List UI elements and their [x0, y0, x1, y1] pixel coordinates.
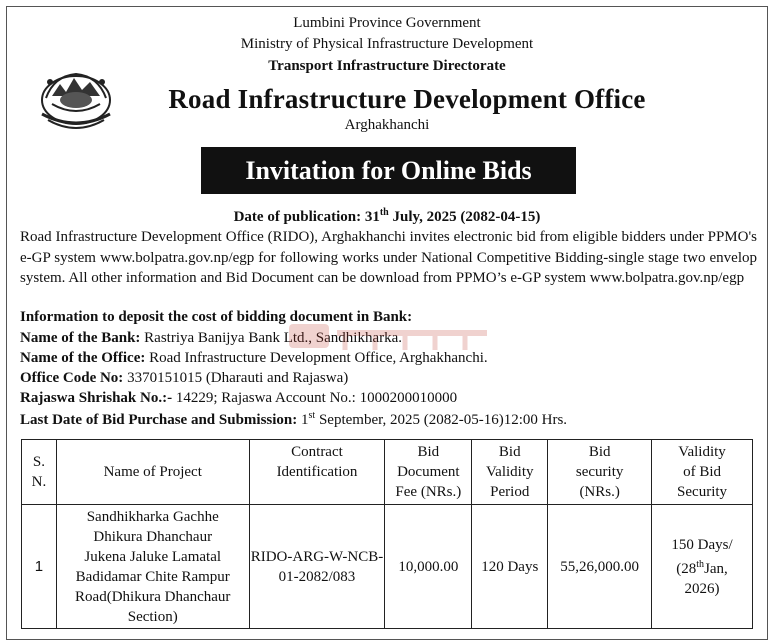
cell-contract — [249, 505, 385, 629]
cell-validity-security — [652, 505, 753, 629]
contract-l2: 01-2082/083 — [278, 568, 356, 585]
contract-l1: RIDO-ARG-W-NCB- — [250, 548, 384, 565]
valsec-l2-sup: th — [696, 558, 705, 570]
deadline-prefix: 1 — [297, 412, 309, 428]
header-security-l2: security — [575, 464, 624, 480]
valsec-l2-prefix: (28 — [676, 560, 697, 577]
rajaswa-label: Rajaswa Shrishak No.:- — [20, 390, 173, 406]
header-validity-l3: Period — [490, 484, 530, 500]
valsec-l2 — [652, 555, 752, 579]
valsec-l3: 2026) — [684, 580, 720, 597]
project-l5: Road(Dhikura Dhanchaur — [75, 588, 231, 605]
header-fee-l3: Fee (NRs.) — [395, 484, 462, 500]
header-validity-l1: Bid — [498, 444, 521, 460]
project-l4: Badidamar Chite Rampur — [75, 568, 230, 585]
header-fee-l2: Document — [397, 464, 460, 480]
province-government: Lumbini Province Government — [293, 15, 481, 31]
cell-project — [56, 505, 249, 629]
valsec-l2-suffix: Jan, — [704, 560, 728, 577]
project-l1: Sandhikharka Gachhe — [86, 508, 219, 525]
pubdate-suffix: July, 2025 (2082-04-15) — [388, 209, 541, 225]
cell-security: 55,26,000.00 — [548, 505, 652, 629]
publication-date — [0, 207, 774, 226]
ministry-name: Ministry of Physical Infrastructure Development — [240, 36, 534, 52]
office-label: Name of the Office: — [20, 350, 146, 366]
rajaswa-value: 14229; Rajaswa Account No.: 1000200010000 — [172, 390, 458, 406]
header-contract-l1: Contract — [291, 444, 343, 460]
office-code-line — [20, 370, 348, 387]
header-security-l1: Bid — [588, 444, 611, 460]
bank-heading-text: Information to deposit the cost of bidding document in Bank: — [20, 309, 413, 325]
header-sn-l1: S. — [32, 454, 45, 470]
pubdate-sup: th — [379, 207, 389, 218]
deadline-suffix: September, 2025 (2082-05-16)12:00 Hrs. — [315, 412, 568, 428]
header-sn — [22, 440, 57, 505]
header-valsec-l1: Validity — [678, 444, 726, 460]
header-contract-l2: Identification — [276, 464, 358, 480]
header-security-l3: (NRs.) — [579, 484, 620, 500]
bank-label: Name of the Bank: — [20, 330, 141, 346]
header-valsec-l3: Security — [677, 484, 728, 500]
valsec-l1: 150 Days/ — [671, 536, 733, 553]
office-location: Arghakhanchi — [344, 117, 430, 133]
table-header-row — [22, 440, 753, 505]
header-sn-l2: N. — [31, 474, 47, 490]
header-project-l1: Name of Project — [103, 464, 202, 480]
project-l2: Dhikura Dhanchaur — [93, 528, 213, 545]
cell-sn: 1 — [22, 505, 57, 629]
header-security — [548, 440, 652, 505]
header-fee — [385, 440, 472, 505]
header-project — [56, 440, 249, 505]
cell-validity: 120 Days — [472, 505, 548, 629]
rajaswa-line — [20, 390, 457, 407]
table-row — [22, 505, 753, 629]
code-value: 3370151015 (Dharauti and Rajaswa) — [123, 370, 349, 386]
deadline-line — [20, 410, 567, 429]
header-fee-l1: Bid — [417, 444, 440, 460]
bank-value: Rastriya Banijya Bank Ltd., Sandhikharka. — [140, 330, 403, 346]
bid-table — [21, 439, 753, 629]
office-value: Road Infrastructure Development Office, Arghakhanchi. — [145, 350, 488, 366]
notice-banner: Invitation for Online Bids — [201, 147, 576, 194]
deadline-sup: st — [308, 410, 316, 421]
header-validity-l2: Validity — [486, 464, 534, 480]
directorate-name: Transport Infrastructure Directorate — [268, 58, 506, 74]
deadline-label: Last Date of Bid Purchase and Submission: — [20, 412, 298, 428]
cell-fee: 10,000.00 — [385, 505, 472, 629]
header-validity-security — [652, 440, 753, 505]
code-label: Office Code No: — [20, 370, 124, 386]
project-l6: Section) — [127, 608, 178, 625]
office-title: Road Infrastructure Development Office — [168, 84, 646, 114]
header-valsec-l2: of Bid — [683, 464, 722, 480]
header-contract — [249, 440, 385, 505]
news-watermark-logo — [285, 316, 495, 356]
header-validity — [472, 440, 548, 505]
project-l3: Jukena Jaluke Lamatal — [84, 548, 222, 565]
pubdate-prefix: Date of publication: 31 — [233, 209, 380, 225]
invitation-paragraph: Road Infrastructure Development Office (RIDO), Arghakhanchi invites electronic bid from eligible bidders under PPMO's e-GP system www.bolpatra.gov.np/egp for following works under National Competitive Bidding-single stage two envelop system. All other information and Bid Document can be download from PPMO’s e-GP system www.bolpatra.gov.np/egp — [20, 229, 757, 286]
